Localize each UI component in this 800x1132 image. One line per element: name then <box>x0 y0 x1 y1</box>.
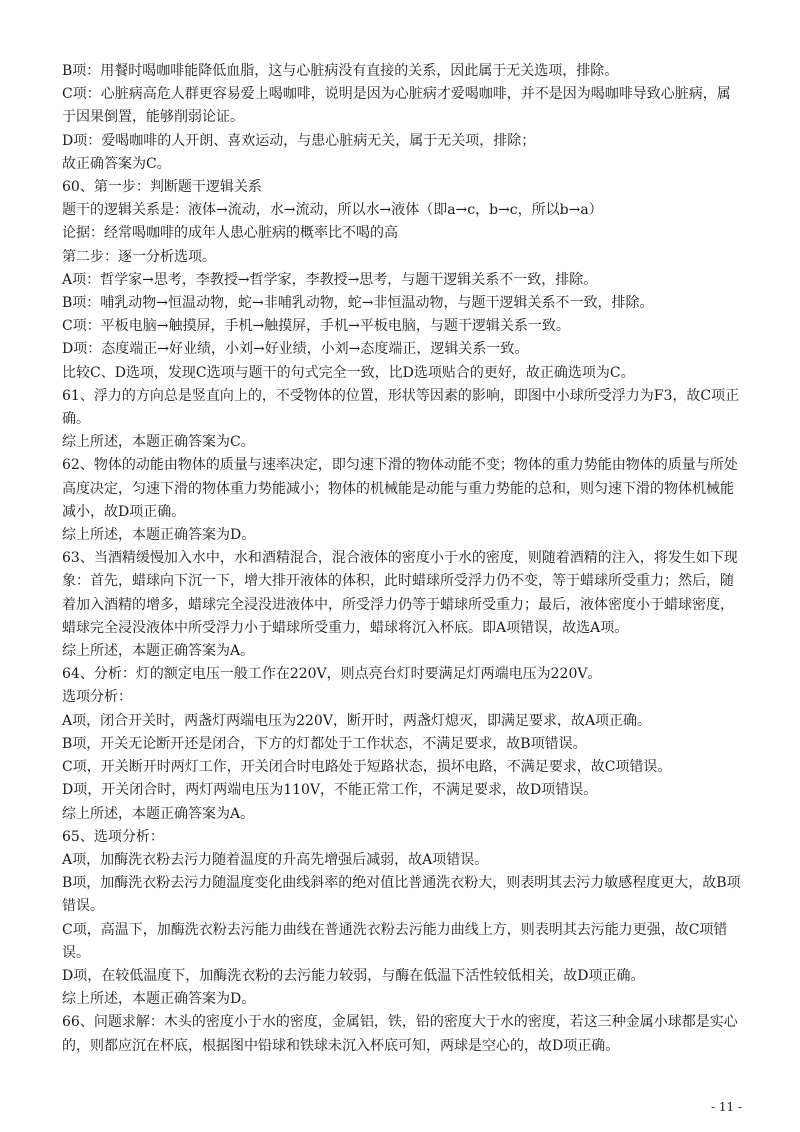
question-heading: 65、选项分析： <box>62 828 164 845</box>
question-paragraph: 66、问题求解：木头的密度小于水的密度，金属铝，铁，铅的密度大于水的密度，若这三种金属小球都是实心的，则都应沉在杯底，根据图中铅球和铁球未沉入杯底可知，两球是空心的，故D项正确。 <box>62 1014 738 1054</box>
page-number: - 11 - <box>710 1100 742 1114</box>
text-line: 比较C、D选项，发现C选项与题干的句式完全一致，比D选项贴合的更好，故正确选项为C。 <box>62 364 635 381</box>
text-paragraph: C项：心脏病高危人群更容易爱上喝咖啡，说明是因为心脏病才爱喝咖啡，并不是因为喝咖啡导致心脏病，属于因果倒置，能够削弱论证。 <box>62 86 731 126</box>
question-heading: 60、第一步：判断题干逻辑关系 <box>62 179 262 196</box>
answer-line: 故正确答案为C。 <box>62 155 171 172</box>
option-line: D项，在较低温度下，加酶洗衣粉的去污能力较弱，与酶在低温下活性较低相关，故D项正确。 <box>62 967 645 984</box>
answer-line: 综上所述，本题正确答案为A。 <box>62 805 255 822</box>
answer-line: 综上所述，本题正确答案为D。 <box>62 527 256 544</box>
text-line: 论据：经常喝咖啡的成年人患心脏病的概率比不喝的高 <box>62 225 398 242</box>
option-line: A项，闭合开关时，两盏灯两端电压为220V，断开时，两盏灯熄灭，即满足要求，故A项正确。 <box>62 712 652 729</box>
option-line: A项，加酶洗衣粉去污力随着温度的升高先增强后减弱，故A项错误。 <box>62 851 489 868</box>
option-line: B项：哺乳动物→恒温动物，蛇→非哺乳动物，蛇→非恒温动物，与题干逻辑关系不一致，排除。 <box>62 295 654 312</box>
option-line: D项：态度端正→好业绩，小刘→好业绩，小刘→态度端正，逻辑关系一致。 <box>62 341 529 358</box>
question-heading: 64、分析：灯的额定电压一般工作在220V，则点亮台灯时要满足灯两端电压为220V。 <box>62 666 602 683</box>
document-body <box>62 60 742 1058</box>
option-paragraph: B项，加酶洗衣粉去污力随温度变化曲线斜率的绝对值比普通洗衣粉大，则表明其去污力敏感程度更大，故B项错误。 <box>62 875 741 915</box>
option-paragraph: C项，高温下，加酶洗衣粉去污能力曲线在普通洗衣粉去污能力曲线上方，则表明其去污能力更强，故C项错误。 <box>62 921 728 961</box>
option-line: D项，开关闭合时，两灯两端电压为110V，不能正常工作，不满足要求，故D项错误。 <box>62 782 598 799</box>
answer-line: 综上所述，本题正确答案为C。 <box>62 434 255 451</box>
text-line: D项：爱喝咖啡的人开朗、喜欢运动，与患心脏病无关，属于无关项，排除； <box>62 132 536 149</box>
question-paragraph: 63、当酒精缓慢加入水中，水和酒精混合，混合液体的密度小于水的密度，则随着酒精的注入，将发生如下现象：首先，蜡球向下沉一下，增大排开液体的体积，此时蜡球所受浮力仍不变，等于蜡球所受重力；然后，随着加入酒精的增多，蜡球完全浸没进液体中，所受浮力仍等于蜡球所受重力；最后，液体密度小于蜡球密度，蜡球完全浸没液体中所受浮力小于蜡球所受重力，蜡球将沉入杯底。即A项错误，故选A项。 <box>62 550 738 636</box>
text-line: 选项分析： <box>62 689 132 706</box>
option-line: A项：哲学家→思考，李教授→哲学家，李教授→思考，与题干逻辑关系不一致，排除。 <box>62 271 598 288</box>
option-line: C项：平板电脑→触摸屏，手机→触摸屏，手机→平板电脑，与题干逻辑关系一致。 <box>62 318 570 335</box>
text-line: 第二步：逐一分析选项。 <box>62 248 216 265</box>
option-line: C项，开关断开时两灯工作，开关闭合时电路处于短路状态，损坏电路，不满足要求，故C项错误。 <box>62 759 672 776</box>
text-line: 题干的逻辑关系是：液体→流动，水→流动，所以水→液体（即a→c，b→c，所以b→a） <box>62 202 603 219</box>
question-paragraph: 61、浮力的方向总是竖直向上的，不受物体的位置，形状等因素的影响，即图中小球所受浮力为F3，故C项正确。 <box>62 387 740 428</box>
answer-line: 综上所述，本题正确答案为A。 <box>62 643 255 660</box>
text-line: B项：用餐时喝咖啡能降低血脂，这与心脏病没有直接的关系，因此属于无关选项，排除。 <box>62 63 619 79</box>
question-paragraph: 62、物体的动能由物体的质量与速率决定，即匀速下滑的物体动能不变；物体的重力势能由物体的质量与所处高度决定，匀速下滑的物体重力势能减小；物体的机械能是动能与重力势能的总和，则匀速下滑的物体机械能减小，故D项正确。 <box>62 457 738 520</box>
answer-line: 综上所述，本题正确答案为D。 <box>62 991 256 1008</box>
option-line: B项，开关无论断开还是闭合，下方的灯都处于工作状态，不满足要求，故B项错误。 <box>62 735 587 752</box>
